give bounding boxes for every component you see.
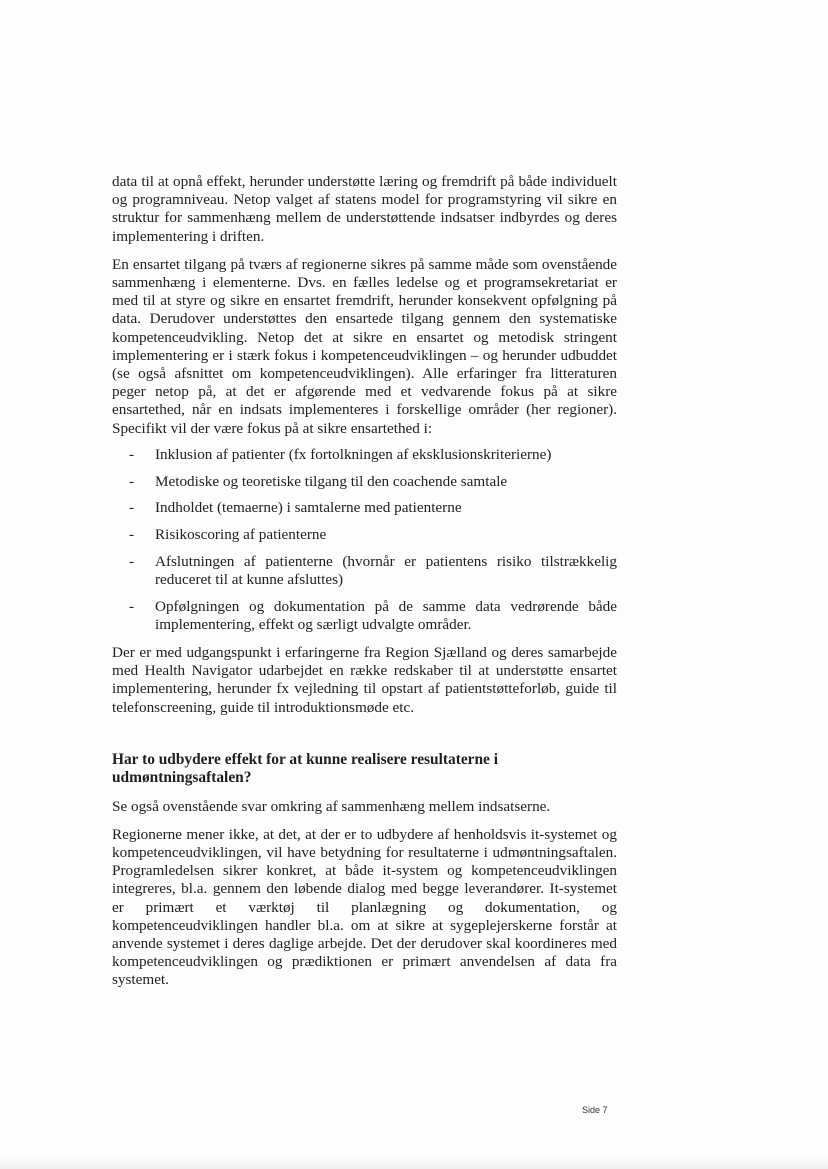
list-item-text: Afslutningen af patienterne (hvornår er patientens risiko tilstrækkelig reduceret til at kunne afsluttes) bbox=[155, 552, 617, 588]
page-content bbox=[112, 173, 617, 990]
paragraph-intro: data til at opnå effekt, herunder understøtte læring og fremdrift på både individuelt og programniveau. Netop valget af statens model for programstyring vil sikre en struktur for sammenhæng mellem de understøttende indsatser indbyrdes og deres implementering i driften. bbox=[112, 173, 617, 245]
bullet-dash: - bbox=[129, 445, 135, 463]
paragraph-region-sjaelland: Der er med udgangspunkt i erfaringerne fra Region Sjælland og deres samarbejde med Health Navigator udarbejdet en række redskaber til at understøtte ensartet implementering, herunder fx vejledning til opstart af patientstøtteforløb, guide til telefonscreening, guide til introduktionsmøde etc. bbox=[112, 643, 617, 716]
bullet-dash: - bbox=[129, 597, 135, 615]
bullet-dash: - bbox=[129, 472, 135, 490]
page-number: Side 7 bbox=[582, 1105, 608, 1115]
list-item bbox=[112, 598, 617, 634]
list-item-text: Opfølgningen og dokumentation på de samme data vedrørende både implementering, effekt og særligt udvalgte områder. bbox=[155, 597, 617, 633]
section-heading: Har to udbydere effekt for at kunne realisere resultaterne i udmøntningsaftalen? bbox=[112, 750, 498, 787]
list-item bbox=[112, 526, 617, 544]
bullet-dash: - bbox=[129, 552, 135, 570]
scan-edge-shadow bbox=[0, 1155, 828, 1169]
list-item-text: Metodiske og teoretiske tilgang til den coachende samtale bbox=[155, 472, 508, 490]
list-item-text: Indholdet (temaerne) i samtalerne med patienterne bbox=[155, 499, 462, 517]
list-item bbox=[112, 499, 617, 517]
bullet-dash: - bbox=[129, 499, 135, 517]
bullet-dash: - bbox=[129, 525, 135, 543]
paragraph-to-udbydere: Regionerne mener ikke, at det, at der er to udbydere af henholdsvis it-systemet og kompetenceudviklingen, vil have betydning for resultaterne i udmøntningsaftalen. Programledelsen sikrer konkret, at både it-system og kompetenceudviklingen integreres, bl.a. gennem den løbende dialog med begge leverandører. It-systemet er primært et værktøj til planlægning og dokumentation, og kompetenceudviklingen handler bl.a. om at sikre at sygeplejerskerne forstår at anvende systemet i deres daglige arbejde. Det der derudover skal koordineres med kompetenceudviklingen og prædiktionen er primært anvendelsen af data fra systemet. bbox=[112, 825, 617, 989]
paragraph-se-ogsaa: Se også ovenstående svar omkring af sammenhæng mellem indsatserne. bbox=[112, 797, 551, 815]
list-item-text: Risikoscoring af patienterne bbox=[155, 525, 327, 543]
paragraph-ensartet-tilgang: En ensartet tilgang på tværs af regionerne sikres på samme måde som ovenstående sammenhæng i elementerne. Dvs. en fælles ledelse og et programsekretariat er med til at styre og sikre en ensartet fremdrift, herunder konsekvent opfølgning på data. Derudover understøttes den ensartede tilgang gennem den systematiske kompetenceudvikling. Netop det at sikre en ensartet og metodisk stringent implementering er i stærk fokus i kompetenceudviklingen – og herunder udbuddet (se også afsnittet om kompetenceudviklingen). Alle erfaringer fra litteraturen peger netop på, at det er afgørende med et vedvarende fokus på at sikre ensartethed, når en indsats implementeres i forskellige områder (her regioner). Specifikt vil der være fokus på at sikre ensartethed i: bbox=[112, 255, 617, 437]
list-item bbox=[112, 446, 617, 464]
bullet-list bbox=[112, 446, 617, 634]
list-item bbox=[112, 473, 617, 491]
list-item bbox=[112, 553, 617, 589]
list-item-text: Inklusion af patienter (fx fortolkningen af eksklusionskriterierne) bbox=[155, 445, 552, 463]
